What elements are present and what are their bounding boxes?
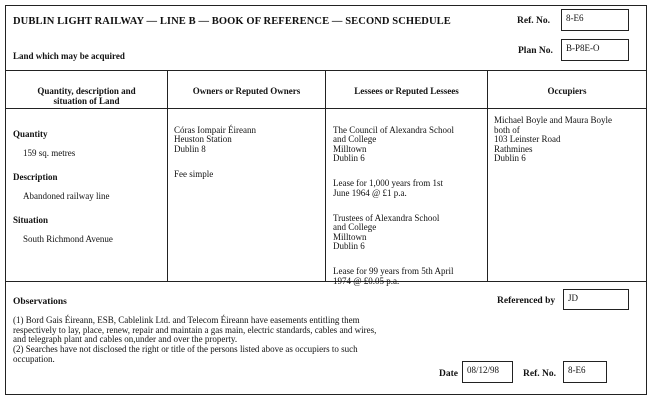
date-label: Date (439, 369, 458, 379)
description-label: Description (13, 171, 58, 182)
column-divider (167, 70, 168, 281)
lessee-trustees: Trustees of Alexandra School and College Milltown Dublin 6 (333, 212, 440, 251)
column-divider (487, 70, 488, 281)
quantity-label: Quantity (13, 128, 48, 139)
quantity-value: 159 sq. metres (23, 147, 76, 158)
footer-ref-no-field[interactable]: 8-E6 (563, 361, 607, 383)
column-header-owners: Owners or Reputed Owners (192, 86, 301, 96)
occupiers-cell: Michael Boyle and Maura Boyle both of 103 Leinster Road Rathmines Dublin 6 (494, 115, 612, 163)
lessee-council-lease: Lease for 1,000 years from 1st June 1964 @ £1 p.a. (333, 178, 443, 198)
table-top-rule (5, 70, 647, 71)
land-cell (13, 120, 163, 259)
situation-value: South Richmond Avenue (23, 233, 113, 244)
referenced-by-field[interactable]: JD (563, 289, 629, 310)
plan-no-label: Plan No. (518, 46, 553, 56)
date-field[interactable]: 08/12/98 (462, 361, 513, 383)
document-subtitle: Land which may be acquired (13, 51, 125, 61)
lessee-trustees-lease: Lease for 99 years from 5th April 1974 @ £0.05 p.a. (333, 266, 454, 286)
owner-tenure: Fee simple (174, 168, 214, 179)
plan-no-field[interactable]: B-P8E-O (561, 39, 629, 61)
owners-cell (174, 116, 322, 195)
table-bottom-rule (5, 281, 647, 282)
ref-no-label: Ref. No. (517, 16, 550, 26)
lessee-council: The Council of Alexandra School and College Milltown Dublin 6 (333, 124, 454, 163)
document-title: DUBLIN LIGHT RAILWAY — LINE B — BOOK OF REFERENCE — SECOND SCHEDULE (13, 16, 451, 27)
owner-address: Córas Iompair Éireann Heuston Station Dublin 8 (174, 124, 256, 154)
column-header-occupiers: Occupiers (547, 86, 587, 96)
situation-label: Situation (13, 214, 49, 225)
column-header-lessees: Lessees or Reputed Lessees (354, 86, 459, 96)
column-header-land: Quantity, description and situation of Land (37, 86, 136, 106)
table-header-rule (5, 108, 647, 109)
description-value: Abandoned railway line (23, 190, 110, 201)
referenced-by-label: Referenced by (497, 296, 556, 306)
observations-text: (1) Bord Gais Éireann, ESB, Cablelink Ltd. and Telecom Éireann have easements entitling them respectively to lay, place, renew, repair and maintain a gas main, electric standards, cables and wires, and telegraph plant and cables on,under and over the property. (2) Searches have not disclosed the right or title of the persons listed above as occupiers to such occupation. (13, 315, 377, 364)
observations-title: Observations (13, 297, 67, 307)
footer-ref-no-label: Ref. No. (523, 369, 556, 379)
ref-no-field[interactable]: 8-E6 (561, 9, 629, 31)
column-divider (325, 70, 326, 281)
lessees-cell (333, 116, 485, 302)
